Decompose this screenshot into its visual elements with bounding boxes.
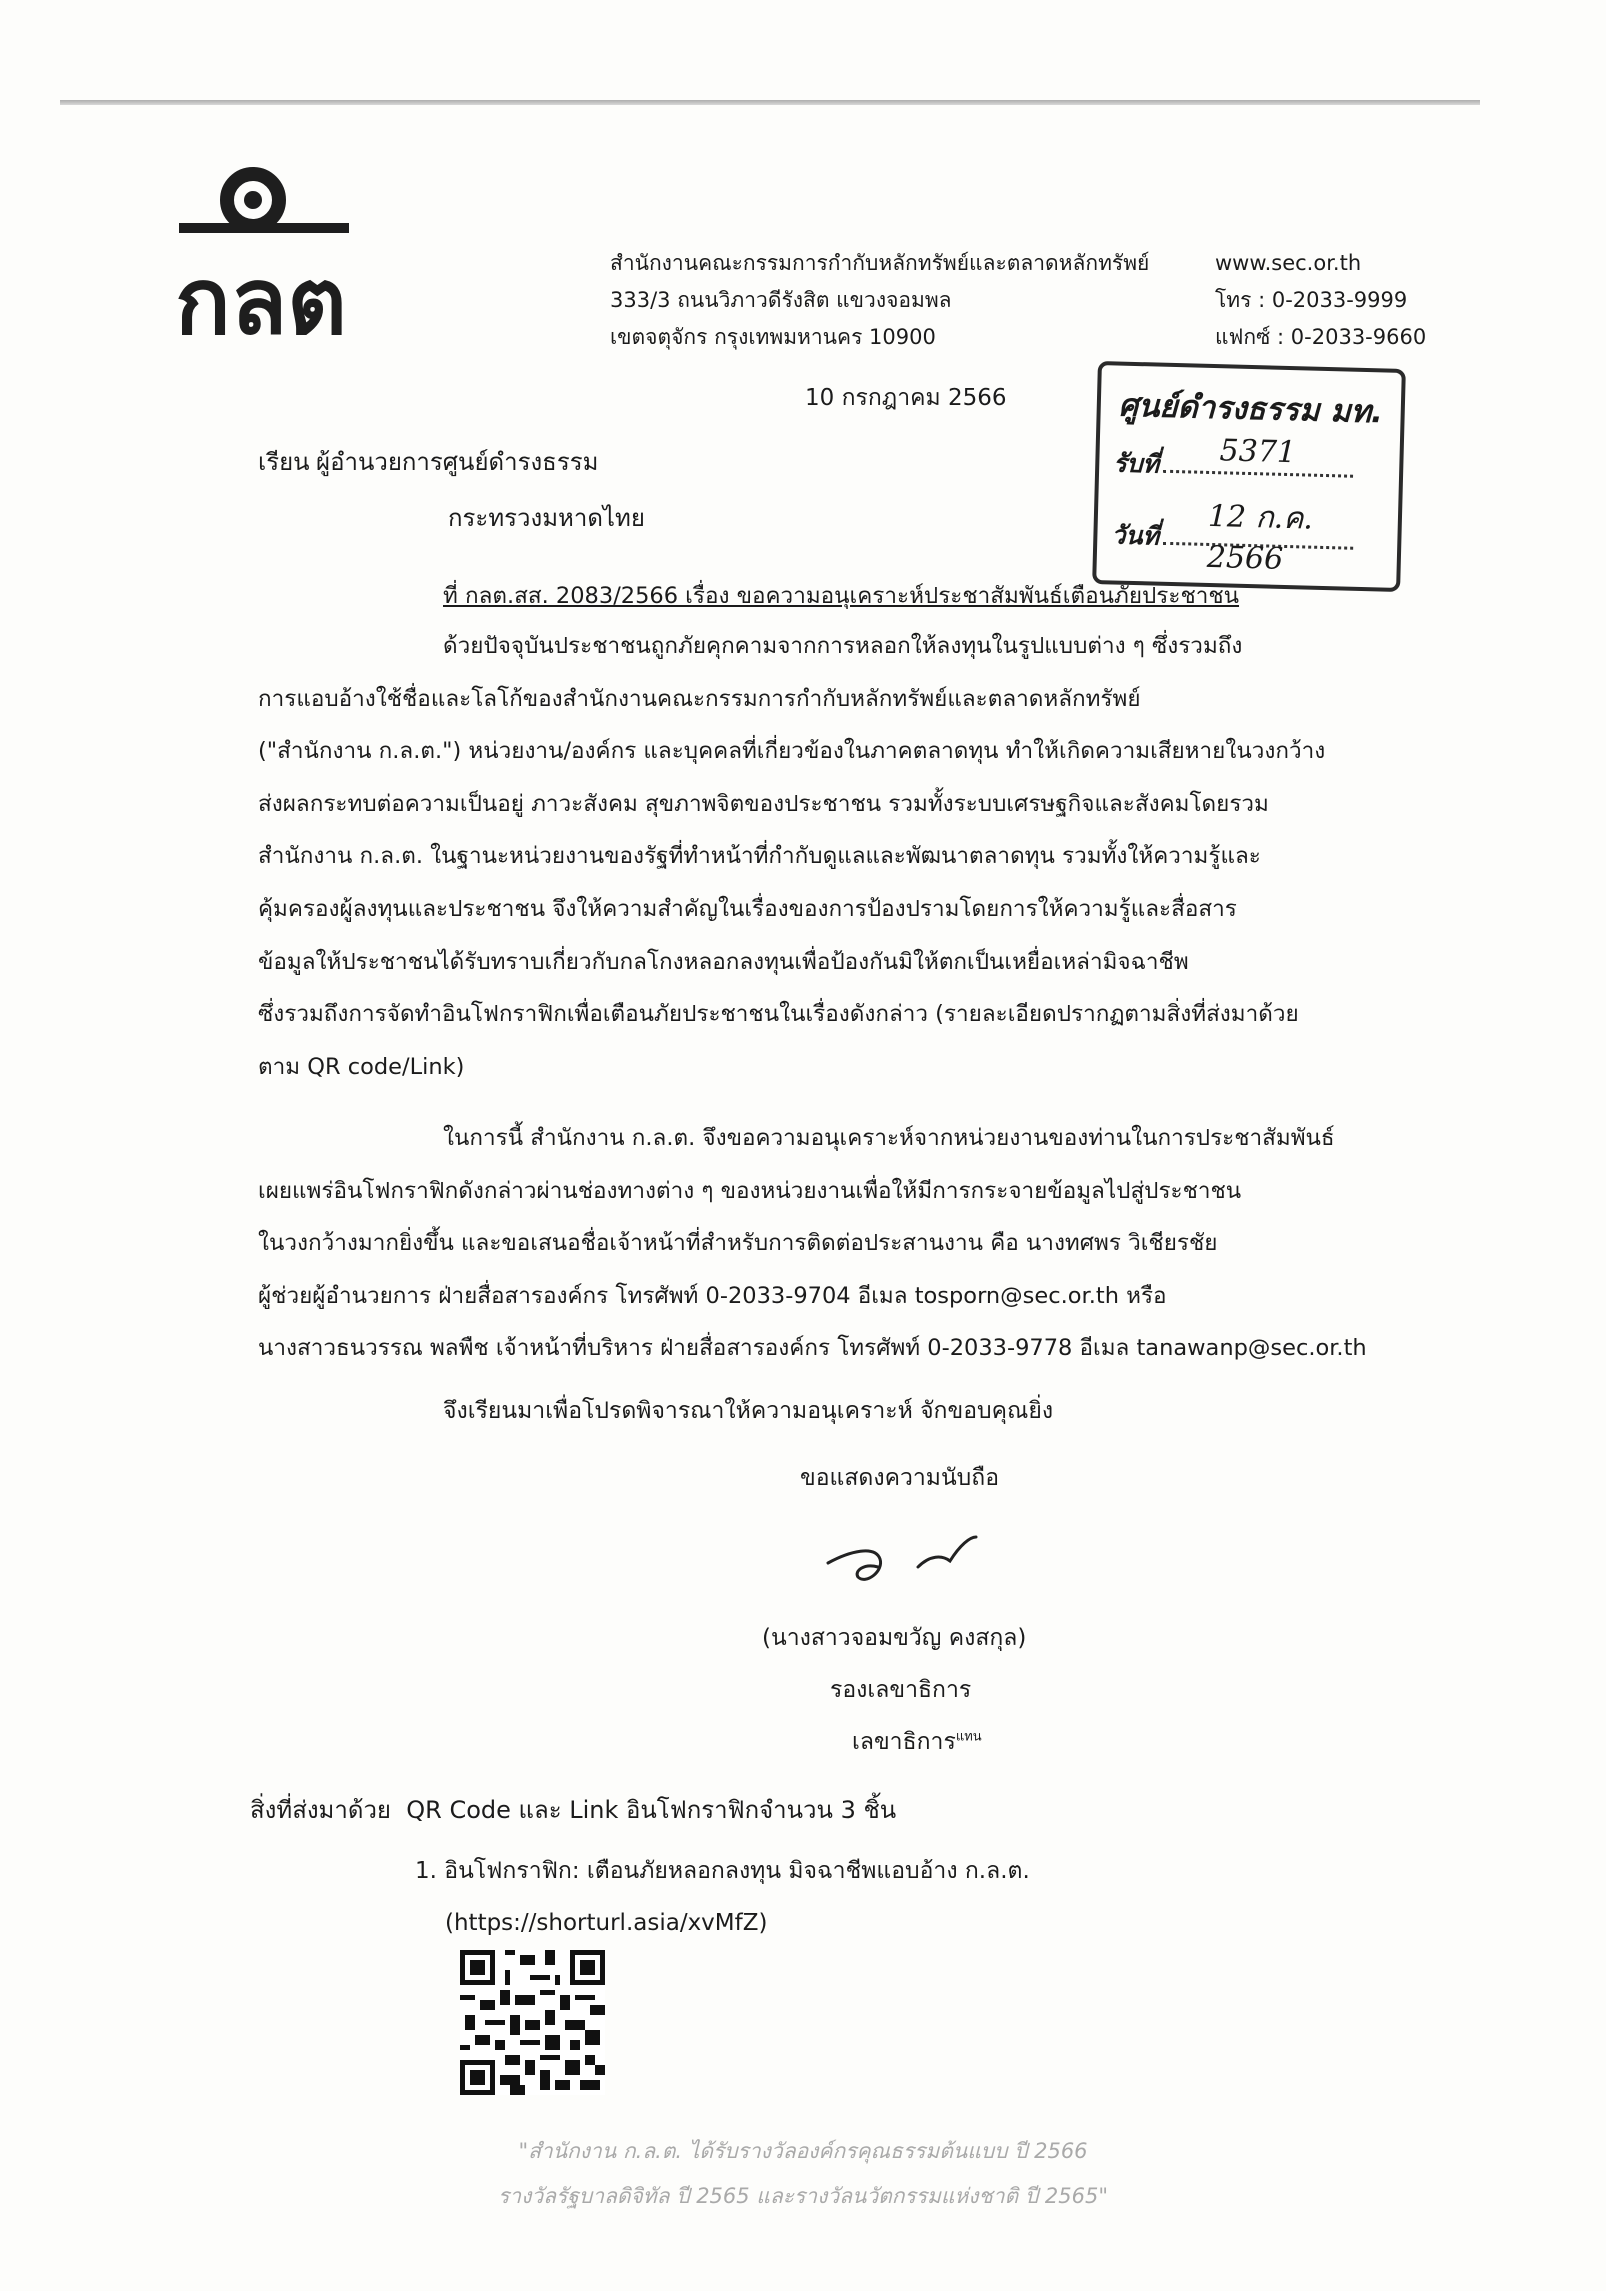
stamp-received-label: รับที่ <box>1112 448 1160 479</box>
logo-text: กลต <box>175 248 347 345</box>
stamp-date-label: วันที่ <box>1111 520 1160 551</box>
recipient-line-2: กระทรวงมหาดไทย <box>448 504 645 532</box>
regards-text: ขอแสดงความนับถือ <box>800 1465 1000 1491</box>
paragraph-line: ด้วยปัจจุบันประชาชนถูกภัยคุกคามจากการหลอกให้ลงทุนในรูปแบบต่าง ๆ ซึ่งรวมถึง <box>443 633 1243 659</box>
enclosure-text: QR Code และ Link อินโฟกราฟิกจำนวน 3 ชิ้น <box>406 1796 897 1824</box>
signatory-name: (นางสาวจอมขวัญ คงสกุล) <box>762 1625 1027 1651</box>
letterhead-contact <box>1215 245 1426 356</box>
paragraph-line: การแอบอ้างใช้ชื่อและโลโก้ของสำนักงานคณะกรรมการกำกับหลักทรัพย์และตลาดหลักทรัพย์ <box>258 685 1141 712</box>
footer-award-line-1: "สำนักงาน ก.ล.ต. ได้รับรางวัลองค์กรคุณธรรมต้นแบบ ปี 2566 <box>518 2139 1088 2163</box>
qr-code-icon[interactable] <box>460 1950 605 2095</box>
paragraph-line: ("สำนักงาน ก.ล.ต.") หน่วยงาน/องค์กร และบุคคลที่เกี่ยวข้องในภาคตลาดทุน ทำให้เกิดความเสียหายในวงกว้าง <box>258 738 1326 765</box>
address-line-2: เขตจตุจักร กรุงเทพมหานคร 10900 <box>610 325 936 349</box>
paragraph-line: ข้อมูลให้ประชาชนได้รับทราบเกี่ยวกับกลโกงหลอกลงทุนเพื่อป้องกันมิให้ตกเป็นเหยื่อเหล่ามิจฉาชีพ <box>258 948 1189 975</box>
closing-line: จึงเรียนมาเพื่อโปรดพิจารณาให้ความอนุเคราะห์ จักขอบคุณยิ่ง <box>443 1398 1054 1424</box>
footer-award-line-2: รางวัลรัฐบาลดิจิทัล ปี 2565 และรางวัลนวัตกรรมแห่งชาติ ปี 2565" <box>498 2184 1108 2208</box>
paragraph-line: ในการนี้ สำนักงาน ก.ล.ต. จึงขอความอนุเคราะห์จากหน่วยงานของท่านในการประชาสัมพันธ์ <box>443 1125 1335 1151</box>
handwritten-signature-icon <box>820 1515 1020 1605</box>
tel-text: โทร : 0-2033-9999 <box>1215 288 1408 312</box>
paragraph-line: ส่งผลกระทบต่อความเป็นอยู่ ภาวะสังคม สุขภาพจิตของประชาชน รวมทั้งระบบเศรษฐกิจและสังคมโดยรวม <box>258 790 1269 817</box>
stamp-date-value: 12 ก.ค. 2566 <box>1206 498 1314 577</box>
fax-text: แฟกซ์ : 0-2033-9660 <box>1215 325 1427 349</box>
acting-suffix: แทน <box>955 1729 982 1745</box>
body-paragraph-1 <box>258 620 1333 1093</box>
paragraph-line: ตาม QR code/Link) <box>258 1053 465 1080</box>
stamp-title: ศูนย์ดำรงธรรม มท. <box>1118 387 1384 431</box>
enclosure-item-link[interactable]: (https://shorturl.asia/xvMfZ) <box>445 1910 768 1936</box>
enclosure-line <box>250 1790 896 1829</box>
paragraph-line: เผยแพร่อินโฟกราฟิกดังกล่าวผ่านช่องทางต่าง ๆ ของหน่วยงานเพื่อให้มีการกระจายข้อมูลไปสู่ประชาชน <box>258 1177 1242 1204</box>
paragraph-line: คุ้มครองผู้ลงทุนและประชาชน จึงให้ความสำคัญในเรื่องของการป้องปรามโดยการให้ความรู้และสื่อสาร <box>258 895 1237 922</box>
paragraph-line: สำนักงาน ก.ล.ต. ในฐานะหน่วยงานของรัฐที่ทำหน้าที่กำกับดูแลและพัฒนาตลาดทุน รวมทั้งให้ความรู้และ <box>258 843 1261 870</box>
paragraph-line: ผู้ช่วยผู้อำนวยการ ฝ่ายสื่อสารองค์กร โทรศัพท์ 0-2033-9704 อีเมล tosporn@sec.or.th หรือ <box>258 1282 1167 1309</box>
sec-logo-icon <box>175 165 355 345</box>
paragraph-line: ซึ่งรวมถึงการจัดทำอินโฟกราฟิกเพื่อเตือนภัยประชาชนในเรื่องดังกล่าว (รายละเอียดปรากฏตามสิ่งที่ส่งมาด้วย <box>258 1001 1299 1028</box>
enclosure-item-title: 1. อินโฟกราฟิก: เตือนภัยหลอกลงทุน มิจฉาชีพแอบอ้าง ก.ล.ต. <box>415 1858 1030 1884</box>
salutation-label: เรียน <box>258 448 310 476</box>
signatory-acting <box>852 1724 982 1760</box>
stamp-received-number: 5371 <box>1219 433 1297 471</box>
letter-date: 10 กรกฎาคม 2566 <box>805 385 1007 411</box>
paragraph-line: นางสาวธนวรรณ พลพืช เจ้าหน้าที่บริหาร ฝ่ายสื่อสารองค์กร โทรศัพท์ 0-2033-9778 อีเมล tanawanp@sec.or.th <box>258 1335 1367 1362</box>
letterhead-address <box>610 245 1149 356</box>
scan-border-line <box>60 100 1480 105</box>
signatory-title: รองเลขาธิการ <box>830 1677 972 1703</box>
received-stamp <box>1092 361 1406 592</box>
address-line-1: 333/3 ถนนวิภาวดีรังสิต แขวงจอมพล <box>610 288 952 312</box>
enclosure-item-1 <box>415 1845 1030 1949</box>
website-text: www.sec.or.th <box>1215 251 1362 275</box>
paragraph-line: ในวงกว้างมากยิ่งขึ้น และขอเสนอชื่อเจ้าหน้าที่สำหรับการติดต่อประสานงาน คือ นางทศพร วิเชียรชัย <box>258 1230 1218 1257</box>
acting-title: เลขาธิการ <box>852 1729 956 1755</box>
body-paragraph-2 <box>258 1112 1367 1375</box>
org-name: สำนักงานคณะกรรมการกำกับหลักทรัพย์และตลาดหลักทรัพย์ <box>610 251 1150 275</box>
reference-subject-line: ที่ กลต.สส. 2083/2566 เรื่อง ขอความอนุเคราะห์ประชาสัมพันธ์เตือนภัยประชาชน <box>443 583 1240 609</box>
enclosure-label: สิ่งที่ส่งมาด้วย <box>250 1796 391 1824</box>
recipient-line-1: ผู้อำนวยการศูนย์ดำรงธรรม <box>316 448 599 476</box>
